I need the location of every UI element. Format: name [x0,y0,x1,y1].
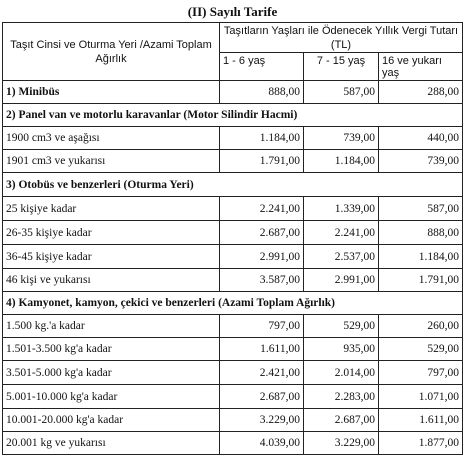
tax-value-3: 739,00 [379,150,463,173]
tax-value-1: 4.039,00 [220,432,304,455]
tax-value-2: 935,00 [304,338,379,361]
table-row [3,315,463,338]
tax-value-1: 2.687,00 [220,385,304,409]
tax-value-3: 797,00 [379,361,463,385]
tax-value-1: 1.791,00 [220,150,304,173]
section-row [3,292,463,315]
tax-value-1: 3.229,00 [220,409,304,432]
tax-value-2: 739,00 [304,127,379,150]
tax-value-2: 3.229,00 [304,432,379,455]
tax-value-2: 529,00 [304,315,379,338]
age-header-1: 1 - 6 yaş [220,53,304,81]
table-row [3,432,463,455]
table-row [3,269,463,292]
row-label: 46 kişi ve yukarısı [3,269,220,292]
tax-value-3: 260,00 [379,315,463,338]
tariff-table-body [3,23,463,455]
tax-value-1: 888,00 [220,81,304,104]
header-row [3,23,463,53]
tax-value-1: 2.421,00 [220,361,304,385]
table-row [3,409,463,432]
tax-value-3: 1.184,00 [379,245,463,269]
section-label: 3) Otobüs ve benzerleri (Oturma Yeri) [3,173,463,197]
tax-value-3: 1.611,00 [379,409,463,432]
tax-value-3: 587,00 [379,197,463,221]
tax-value-1: 2.687,00 [220,221,304,245]
section-label: 2) Panel van ve motorlu karavanlar (Motor Silindir Hacmi) [3,104,463,127]
tax-value-2: 2.014,00 [304,361,379,385]
table-row [3,361,463,385]
tax-value-2: 587,00 [304,81,379,104]
tax-value-2: 1.339,00 [304,197,379,221]
table-row [3,150,463,173]
table-row [3,245,463,269]
tax-value-1: 797,00 [220,315,304,338]
age-header-2: 7 - 15 yaş [304,53,379,81]
row-label: 25 kişiye kadar [3,197,220,221]
table-row [3,197,463,221]
section-label: 4) Kamyonet, kamyon, çekici ve benzerleri (Azami Toplam Ağırlık) [3,292,463,315]
tax-value-2: 2.283,00 [304,385,379,409]
row-label: 20.001 kg ve yukarısı [3,432,220,455]
tax-value-1: 3.587,00 [220,269,304,292]
row-label: 1900 cm3 ve aşağısı [3,127,220,150]
table-row [3,127,463,150]
tax-value-2: 2.687,00 [304,409,379,432]
tax-value-1: 2.241,00 [220,197,304,221]
row-label: 1901 cm3 ve yukarısı [3,150,220,173]
table-row [3,385,463,409]
tax-value-1: 2.991,00 [220,245,304,269]
table-row [3,338,463,361]
tax-value-2: 2.991,00 [304,269,379,292]
tax-value-1: 1.184,00 [220,127,304,150]
row-label: 1.501-3.500 kg'a kadar [3,338,220,361]
tax-value-3: 1.071,00 [379,385,463,409]
table-title: (II) Sayılı Tarife [187,4,278,19]
row-label: 36-45 kişiye kadar [3,245,220,269]
tax-value-1: 1.611,00 [220,338,304,361]
tariff-table [2,22,463,455]
category-header: Taşıt Cinsi ve Oturma Yeri /Azami Toplam Ağırlık [3,23,220,81]
row-label: 10.001-20.000 kg'a kadar [3,409,220,432]
tax-value-3: 529,00 [379,338,463,361]
table-row [3,221,463,245]
tax-amount-header: Taşıtların Yaşları ile Ödenecek Yıllık Vergi Tutarı (TL) [220,23,463,53]
section-row [3,173,463,197]
row-label: 26-35 kişiye kadar [3,221,220,245]
tax-value-3: 888,00 [379,221,463,245]
row-label: 1.500 kg.'a kadar [3,315,220,338]
tax-value-2: 2.241,00 [304,221,379,245]
tax-value-3: 440,00 [379,127,463,150]
row-label: 3.501-5.000 kg'a kadar [3,361,220,385]
age-header-3: 16 ve yukarı yaş [379,53,463,81]
tax-value-2: 1.184,00 [304,150,379,173]
row-label: 1) Minibüs [3,81,220,104]
section-row [3,104,463,127]
table-row [3,81,463,104]
tax-value-3: 1.877,00 [379,432,463,455]
tax-value-3: 1.791,00 [379,269,463,292]
row-label: 5.001-10.000 kg'a kadar [3,385,220,409]
tax-value-3: 288,00 [379,81,463,104]
tax-value-2: 2.537,00 [304,245,379,269]
